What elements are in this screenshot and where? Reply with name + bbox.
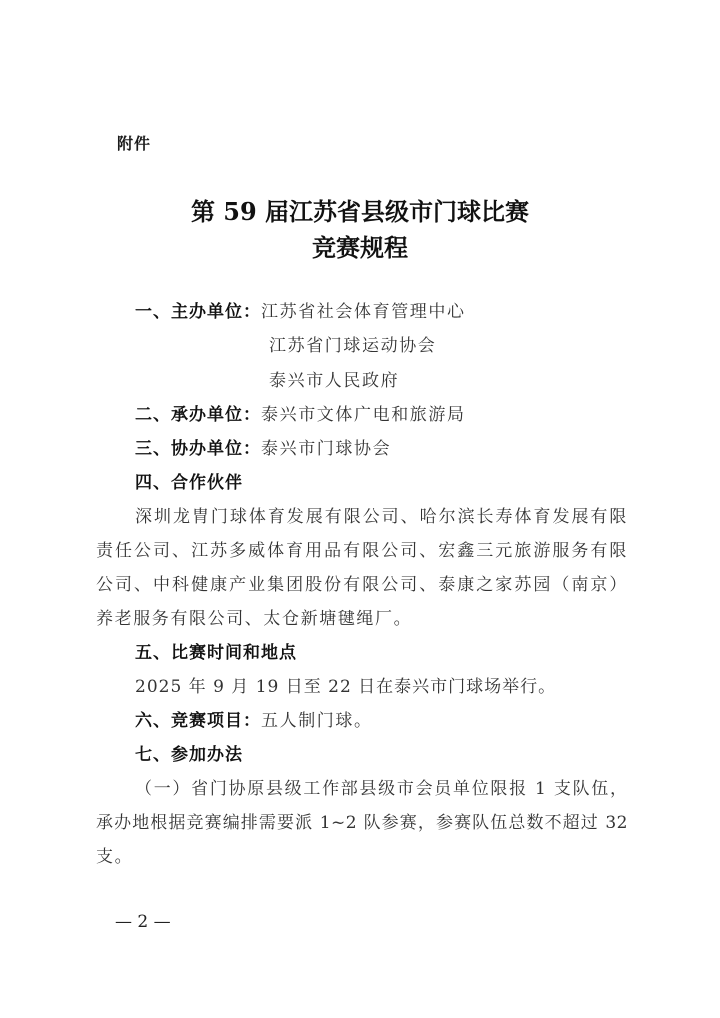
section-heading: 一、主办单位： (135, 302, 261, 322)
partners-line: 责任公司、江苏多威体育用品有限公司、宏鑫三元旅游服务有限 (96, 541, 628, 561)
partners-line: 公司、中科健康产业集团股份有限公司、泰康之家苏园（南京） (96, 575, 628, 595)
page-number: — 2 — (115, 912, 171, 932)
section-heading-partners: 四、合作伙伴 (135, 473, 243, 493)
partners-line: 深圳龙胄门球体育发展有限公司、哈尔滨长寿体育发展有限 (135, 507, 628, 527)
partners-line: 养老服务有限公司、太仓新塘毽绳厂。 (96, 609, 413, 629)
document-title-line1: 第 59 届江苏省县级市门球比赛 (190, 197, 530, 226)
attachment-label: 附件 (117, 134, 152, 153)
section-heading-participation: 七、参加办法 (135, 745, 243, 765)
section-co-organizer (135, 434, 391, 459)
section-event (135, 706, 373, 731)
participation-line: （一）省门协原县级工作部县级市会员单位限报 1 支队伍， (135, 779, 628, 799)
section-heading: 三、协办单位： (135, 439, 261, 459)
co-organizer-unit: 泰兴市门球协会 (261, 439, 392, 459)
participation-line: 支。 (96, 847, 134, 867)
section-host (135, 297, 466, 322)
host-unit-2: 江苏省门球运动协会 (269, 336, 437, 356)
section-heading-time-place: 五、比赛时间和地点 (135, 643, 297, 663)
host-unit-1: 江苏省社会体育管理中心 (261, 302, 466, 322)
participation-line: 承办地根据竞赛编排需要派 1~2 队参赛，参赛队伍总数不超过 32 (96, 813, 628, 833)
host-unit-3: 泰兴市人民政府 (269, 371, 400, 391)
event-value: 五人制门球。 (261, 711, 373, 731)
time-place-text: 2025 年 9 月 19 日至 22 日在泰兴市门球场举行。 (135, 677, 557, 697)
section-organizer (135, 400, 466, 425)
section-heading: 二、承办单位： (135, 405, 261, 425)
document-title-line2: 竞赛规程 (312, 233, 408, 262)
organizer-unit: 泰兴市文体广电和旅游局 (261, 405, 466, 425)
section-heading: 六、竞赛项目： (135, 711, 261, 731)
